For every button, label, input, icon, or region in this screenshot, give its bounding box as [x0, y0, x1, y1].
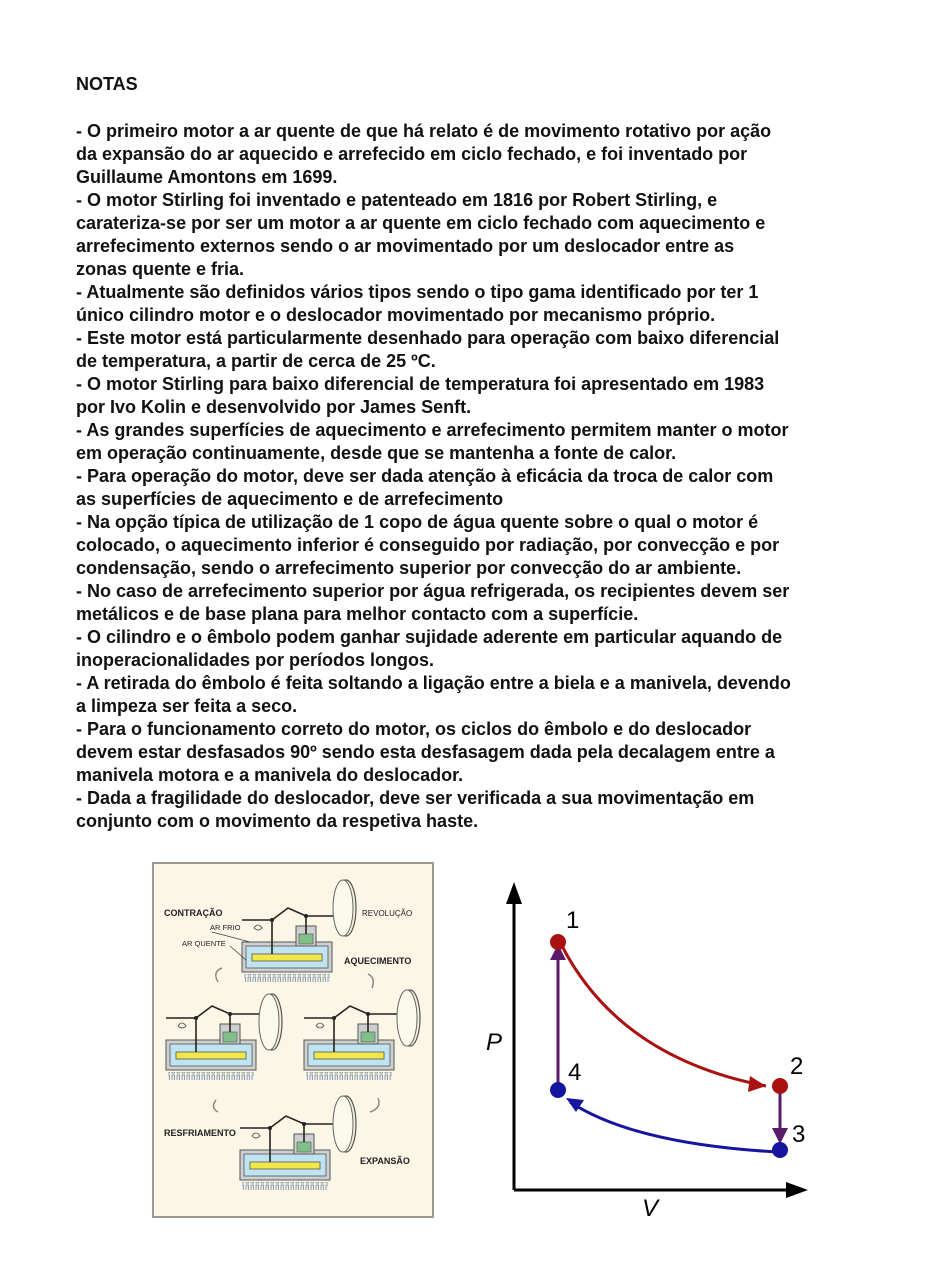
note-item [76, 327, 886, 373]
path-1-2 [562, 946, 766, 1086]
pv-diagram [470, 870, 830, 1235]
note-line: metálicos e de base plana para melhor contacto com a superfície. [76, 604, 639, 624]
note-item [76, 419, 886, 465]
note-line: - O cilindro e o êmbolo podem ganhar sujidade aderente em particular aquando de [76, 627, 783, 647]
label-ar-quente: AR QUENTE [182, 939, 226, 948]
label-ar-frio: AR FRIO [210, 923, 241, 932]
note-line: Guillaume Amontons em 1699. [76, 167, 338, 187]
note-line: - Para o funcionamento correto do motor, os ciclos do êmbolo e do deslocador [76, 719, 752, 739]
note-line: manivela motora e a manivela do deslocador. [76, 765, 464, 785]
stirling-engine-cycle-illustration [152, 862, 434, 1218]
y-axis-arrow-icon [506, 882, 522, 904]
note-line: zonas quente e fria. [76, 259, 245, 279]
page-title: NOTAS [76, 74, 138, 94]
note-line: - Na opção típica de utilização de 1 copo de água quente sobre o qual o motor é [76, 512, 759, 532]
point-2 [772, 1078, 788, 1094]
arrow-2-3-icon [772, 1128, 788, 1144]
note-line: da expansão do ar aquecido e arrefecido em ciclo fechado, e foi inventado por [76, 144, 748, 164]
point-1 [550, 934, 566, 950]
x-axis-arrow-icon [786, 1182, 808, 1198]
note-item [76, 511, 886, 580]
axis-label-p: P [486, 1029, 503, 1056]
note-item [76, 718, 886, 787]
note-item [76, 373, 886, 419]
label-contracao: CONTRAÇÃO [164, 908, 223, 918]
note-line: carateriza-se por ser um motor a ar quente em ciclo fechado com aquecimento e [76, 213, 766, 233]
note-line: arrefecimento externos sendo o ar movimentado por um deslocador entre as [76, 236, 735, 256]
note-item [76, 787, 886, 833]
note-item [76, 189, 886, 281]
note-item [76, 672, 886, 718]
point-4 [550, 1082, 566, 1098]
note-line: - Dada a fragilidade do deslocador, deve ser verificada a sua movimentação em [76, 788, 755, 808]
note-line: em operação continuamente, desde que se mantenha a fonte de calor. [76, 443, 677, 463]
note-line: único cilindro motor e o deslocador movimentado por mecanismo próprio. [76, 305, 716, 325]
note-item [76, 465, 886, 511]
note-item [76, 626, 886, 672]
note-line: as superfícies de aquecimento e de arrefecimento [76, 489, 504, 509]
note-line: - O primeiro motor a ar quente de que há relato é de movimento rotativo por ação [76, 121, 772, 141]
note-line: - O motor Stirling para baixo diferencial de temperatura foi apresentado em 1983 [76, 374, 765, 394]
axis-label-v: V [642, 1195, 659, 1222]
note-item [76, 281, 886, 327]
point-label-3: 3 [792, 1121, 806, 1148]
point-3 [772, 1142, 788, 1158]
engine-illustration-svg [154, 864, 436, 1220]
note-line: por Ivo Kolin e desenvolvido por James Senft. [76, 397, 472, 417]
note-line: colocado, o aquecimento inferior é conseguido por radiação, por convecção e por [76, 535, 780, 555]
notes-list [76, 120, 886, 833]
label-expansao: EXPANSÃO [360, 1156, 410, 1166]
point-label-4: 4 [568, 1059, 582, 1086]
label-resfriamento: RESFRIAMENTO [164, 1128, 236, 1138]
point-label-1: 1 [566, 907, 580, 934]
point-label-2: 2 [790, 1053, 804, 1080]
note-item [76, 120, 886, 189]
path-3-4 [570, 1102, 778, 1152]
note-line: - Para operação do motor, deve ser dada atenção à eficácia da troca de calor com [76, 466, 774, 486]
note-line: inoperacionalidades por períodos longos. [76, 650, 435, 670]
note-line: condensação, sendo o arrefecimento superior por convecção do ar ambiente. [76, 558, 742, 578]
note-line: - As grandes superfícies de aquecimento e arrefecimento permitem manter o motor [76, 420, 789, 440]
label-aquecimento: AQUECIMENTO [344, 956, 412, 966]
note-line: - No caso de arrefecimento superior por água refrigerada, os recipientes devem ser [76, 581, 790, 601]
note-line: - A retirada do êmbolo é feita soltando a ligação entre a biela e a manivela, devendo [76, 673, 791, 693]
note-item [76, 580, 886, 626]
note-line: - Atualmente são definidos vários tipos sendo o tipo gama identificado por ter 1 [76, 282, 759, 302]
note-line: - O motor Stirling foi inventado e patenteado em 1816 por Robert Stirling, e [76, 190, 718, 210]
note-line: de temperatura, a partir de cerca de 25 ºC. [76, 351, 436, 371]
note-line: a limpeza ser feita a seco. [76, 696, 298, 716]
note-line: devem estar desfasados 90º sendo esta desfasagem dada pela decalagem entre a [76, 742, 775, 762]
pv-diagram-svg [470, 870, 830, 1230]
note-line: conjunto com o movimento da respetiva haste. [76, 811, 479, 831]
note-line: - Este motor está particularmente desenhado para operação com baixo diferencial [76, 328, 780, 348]
label-revolucao: REVOLUÇÃO [362, 909, 413, 918]
